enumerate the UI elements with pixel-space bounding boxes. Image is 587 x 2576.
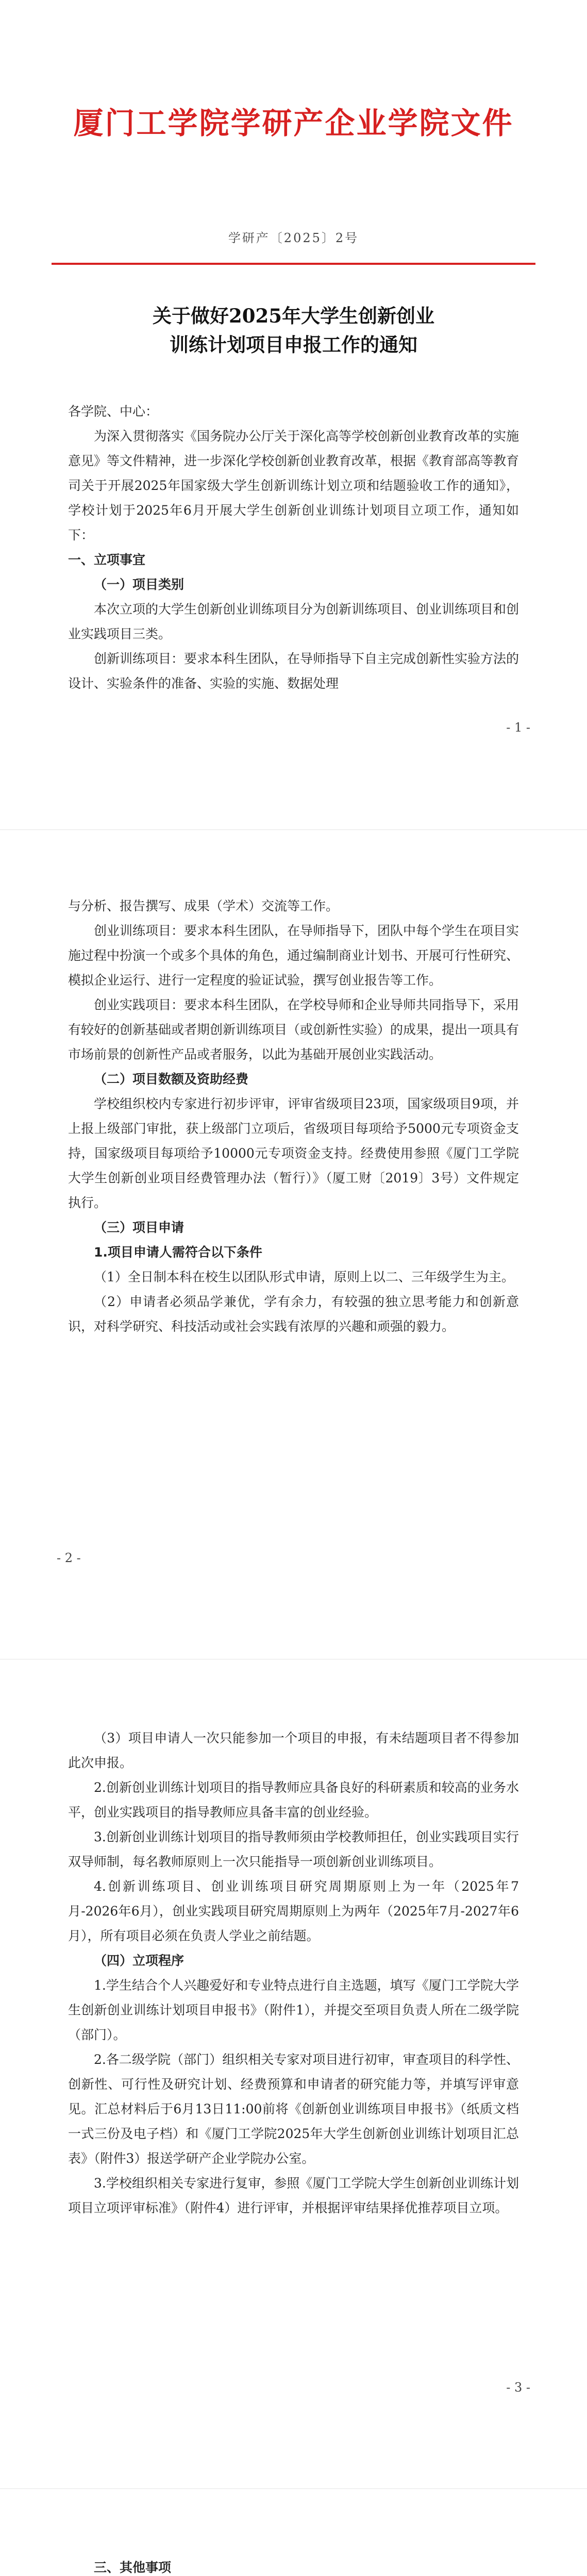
procedure-step-3: 3.学校组织相关专家进行复审，参照《厦门工学院大学生创新创业训练计划项目立项评审标准》（附件4）进行评审，并根据评审结果择优推荐项目立项。 (68, 2176, 519, 2215)
salutation: 各学院、中心： (68, 404, 159, 419)
advisor-requirement: 2.创新创业训练计划项目的指导教师应具备良好的科研素质和较高的业务水平，创业实践项目的指导教师应具备丰富的创业经验。 (68, 1780, 519, 1820)
page-number: - 3 - (506, 2380, 530, 2395)
condition-3: （3）项目申请人一次只能参加一个项目的申报，有未结题项目者不得参加此次申报。 (68, 1731, 519, 1770)
innovation-paragraph-start: 创新训练项目：要求本科生团队，在导师指导下自主完成创新性实验方法的设计、实验条件的准备、实验的实施、数据处理 (68, 651, 519, 691)
funding-paragraph: 学校组织校内专家进行初步评审，评审省级项目23项，国家级项目9项，并上报上级部门审批，获上级部门立项后，省级项目每项给予5000元专项资金支持，国家级项目每项给予10000元专项资金支持。经费使用参照《厦门工学院大学生创新创业项目经费管理办法（暂行）》（厦工财〔2019〕3号）文件规定执行。 (68, 1096, 519, 1210)
condition-1: （1）全日制本科在校生以团队形式申请，原则上以二、三年级学生为主。 (94, 1269, 514, 1284)
conditions-heading: 1.项目申请人需符合以下条件 (94, 1245, 262, 1260)
section-heading-3: 三、其他事项 (94, 2560, 172, 2575)
section-heading-1: 一、立项事宜 (68, 552, 146, 567)
notice-title-line-2: 训练计划项目申报工作的通知 (170, 333, 417, 356)
page-number: - 2 - (57, 1551, 81, 1565)
page-4 (0, 2488, 587, 2576)
procedure-step-1: 1.学生结合个人兴趣爱好和专业特点进行自主选题，填写《厦门工学院大学生创新创业训练计划项目申报书》（附件1），并提交至项目负责人所在二级学院（部门）。 (68, 1978, 519, 2042)
condition-2: （2）申请者必须品学兼优，学有余力，有较强的独立思考能力和创新意识，对科学研究、科技活动或社会实践有浓厚的兴趣和顽强的毅力。 (68, 1294, 519, 1334)
training-paragraph: 创业训练项目：要求本科生团队，在导师指导下，团队中每个学生在项目实施过程中扮演一个或多个具体的角色，通过编制商业计划书、开展可行性研究、模拟企业运行、进行一定程度的验证试验，撰写创业报告等工作。 (68, 923, 519, 988)
subsection-heading-1: （一）项目类别 (94, 577, 185, 592)
page-1-body (68, 399, 519, 696)
doc-number: 学研产〔2025〕2号 (228, 231, 359, 245)
category-paragraph: 本次立项的大学生创新创业训练项目分为创新训练项目、创业训练项目和创业实践项目三类。 (68, 602, 519, 641)
page-2 (0, 829, 587, 1659)
subsection-heading-3: （三）项目申请 (94, 1220, 185, 1235)
institution-title: 厦门工学院学研产企业学院文件 (73, 106, 514, 141)
subsection-heading-4: （四）立项程序 (94, 1953, 185, 1968)
page-4-body (68, 2555, 519, 2576)
page-3-body (68, 1726, 519, 2221)
page-2-body (68, 894, 519, 1339)
innovation-paragraph-end: 与分析、报告撰写、成果（学术）交流等工作。 (68, 899, 339, 913)
page-1 (0, 0, 587, 830)
advisor-rule: 3.创新创业训练计划项目的指导教师须由学校教师担任，创业实践项目实行双导师制，每名教师原则上一次只能指导一项创新创业训练项目。 (68, 1829, 519, 1869)
procedure-step-2: 2.各二级学院（部门）组织相关专家对项目进行初审，审查项目的科学性、创新性、可行性及研究计划、经费预算和申请者的研究能力等，并填写评审意见。汇总材料后于6月13日11:00前将《创新创业训练项目申报书》（纸质文档一式三份及电子档）和《厦门工学院2025年大学生创新创业训练计划项目汇总表》（附件3）报送学研产企业学院办公室。 (68, 2052, 519, 2166)
page-number: - 1 - (506, 720, 530, 735)
page-3 (0, 1659, 587, 2489)
red-divider (52, 263, 535, 265)
intro-paragraph: 为深入贯彻落实《国务院办公厅关于深化高等学校创新创业教育改革的实施意见》等文件精神，进一步深化学校创新创业教育改革，根据《教育部高等教育司关于开展2025年国家级大学生创新训练计划立项和结题验收工作的通知》，学校计划于2025年6月开展大学生创新创业训练计划项目立项工作，通知如下： (68, 429, 519, 543)
subsection-heading-2: （二）项目数额及资助经费 (94, 1072, 249, 1087)
practice-paragraph: 创业实践项目：要求本科生团队，在学校导师和企业导师共同指导下，采用有较好的创新基础或者期创新训练项目（或创新性实验）的成果，提出一项具有市场前景的创新性产品或者服务，以此为基础开展创业实践活动。 (68, 997, 519, 1062)
notice-title-line-1: 关于做好2025年大学生创新创业 (153, 304, 434, 327)
research-period: 4.创新训练项目、创业训练项目研究周期原则上为一年（2025年7月-2026年6月），创业实践项目研究周期原则上为两年（2025年7月-2027年6月），所有项目必须在负责人学业之前结题。 (68, 1879, 519, 1943)
